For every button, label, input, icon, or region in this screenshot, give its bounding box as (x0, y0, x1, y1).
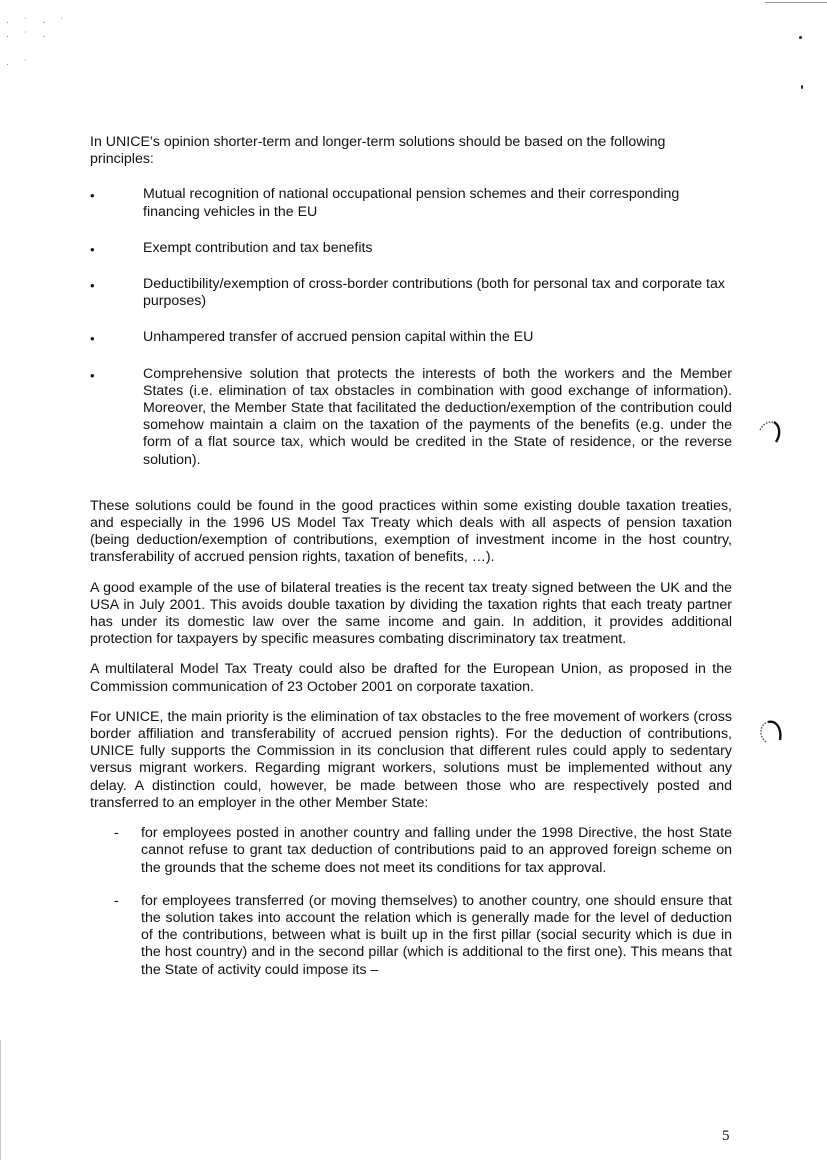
scan-edge-line (765, 2, 827, 3)
margin-mark-icon (756, 418, 786, 446)
intro-paragraph: In UNICE’s opinion shorter-term and longer-term solutions should be based on the following principles: (90, 134, 666, 168)
dash-icon: - (114, 825, 119, 842)
margin-mark-icon (756, 718, 786, 746)
principle-item (90, 186, 732, 220)
scan-edge-line (0, 1040, 1, 1160)
case-text: for employees posted in another country and falling under the 1998 Directive, the host State cannot refuse to grant tax deduction of contributions paid to an approved foreign scheme on the grounds that the scheme does not meet its conditions for tax approval. (141, 825, 732, 876)
scan-dot (799, 36, 802, 39)
document-body (90, 134, 732, 995)
principle-text: Exempt contribution and tax benefits (143, 239, 373, 256)
principle-text: Mutual recognition of national occupational pension schemes and their corresponding financing vehicles in the EU (143, 186, 680, 220)
page-number: 5 (722, 1128, 730, 1144)
principle-item (90, 276, 732, 310)
bullet-icon: • (90, 367, 95, 383)
bullet-icon: • (90, 278, 95, 294)
principle-text: Unhampered transfer of accrued pension capital within the EU (143, 329, 534, 346)
cases-list (90, 825, 732, 979)
principles-list (90, 186, 732, 468)
case-text: for employees transferred (or moving themselves) to another country, one should ensure that the solution takes into account the relation which is generally made for the level of deduction of the contributions, between what is built up in the first pillar (social security which is due in the host country) and in the second pillar (which is additional to the first one). This means that the State of activity could impose its – (141, 892, 732, 978)
scan-dot (801, 85, 803, 89)
body-paragraph: These solutions could be found in the good practices within some existing double taxation treaties, and especially in the 1996 US Model Tax Treaty which deals with all aspects of pension taxation (being deduction/exemption of contributions, exemption of investment income in the host country, transferability of accrued pension rights, taxation of benefits, …). (90, 497, 732, 566)
dash-icon: - (114, 892, 119, 909)
principle-text: Comprehensive solution that protects the interests of both the workers and the Member States (i.e. elimination of tax obstacles in combination with good exchange of information). Moreover, the Member State that facilitated the deduction/exemption of the contribution could somehow maintain a claim on the taxation of the payments of the benefits (e.g. under the form of a flat source tax, which would be credited in the State of residence, or the reverse solution). (143, 365, 732, 468)
bullet-icon: • (90, 188, 95, 204)
body-paragraph: A good example of the use of bilateral treaties is the recent tax treaty signed between the UK and the USA in July 2001. This avoids double taxation by dividing the taxation rights that each treaty partner has under its domestic law over the same income and gain. In addition, it provides additional protection for taxpayers by specific measures combating discriminatory tax treatment. (90, 579, 732, 648)
bullet-icon: • (90, 331, 95, 347)
scan-specks: · ˙ · ˙ · ˙ · · ˙ (6, 17, 70, 70)
principle-item (90, 329, 732, 346)
bullet-icon: • (90, 241, 95, 257)
body-paragraph: A multilateral Model Tax Treaty could also be drafted for the European Union, as proposed in the Commission communication of 23 October 2001 on corporate taxation. (90, 661, 732, 695)
case-item (90, 825, 732, 877)
body-paragraph: For UNICE, the main priority is the elimination of tax obstacles to the free movement of workers (cross border affiliation and transferability of accrued pension rights). For the deduction of contributions, UNICE fully supports the Commission in its conclusion that different rules could apply to sedentary versus migrant workers. Regarding migrant workers, solutions must be implemented without any delay. A distinction could, however, be made between those who are respectively posted and transferred to an employer in the other Member State: (90, 708, 732, 811)
case-item (90, 893, 732, 979)
principle-text: Deductibility/exemption of cross-border contributions (both for personal tax and corporate tax purposes) (143, 276, 725, 310)
principle-item (90, 240, 732, 257)
principle-item (90, 366, 732, 469)
